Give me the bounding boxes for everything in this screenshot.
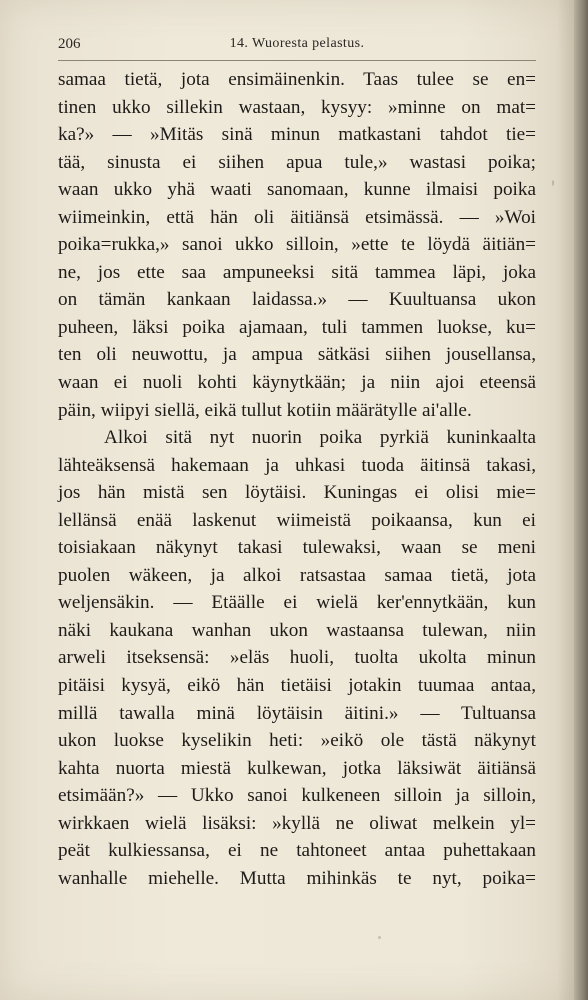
text-line: näki kaukana wanhan ukon wastaansa tulewan, niin — [58, 619, 536, 641]
text-line: millä tawalla minä löytäisin äitini.» — Tultuansa — [58, 702, 536, 724]
text-line: puheen, läksi poika ajamaan, tuli tammen luokse, ku= — [58, 316, 536, 338]
text-line: jos hän mistä sen löytäisi. Kuningas ei olisi mie= — [58, 482, 536, 504]
text-line: on tämän kankaan laidassa.» — Kuultuansa ukon — [58, 289, 536, 311]
text-line: ka?» — »Mitäs sinä minun matkastani tahdot tie= — [58, 124, 536, 146]
text-line: pitäisi kysyä, eikö hän tietäisi jotakin tuumaa antaa, — [58, 675, 536, 697]
text-line: wirkkaen wielä lisäksi: »kyllä ne oliwat melkein yl= — [58, 812, 536, 834]
text-line: ten oli neuwottu, ja ampua sätkäsi siihen jousellansa, — [58, 344, 536, 366]
text-line: ukon luokse kyselikin heti: »eikö ole tästä näkynyt — [58, 730, 536, 752]
page-header — [58, 36, 536, 60]
text-line: lellänsä enää laskenut wiimeistä poikaansa, kun ei — [58, 509, 536, 531]
text-line: toisiakaan näkynyt takasi tulewaksi, waan se meni — [58, 537, 536, 559]
running-head: 14. Wuoresta pelastus. — [229, 36, 365, 51]
text-line: puolen wäkeen, ja alkoi ratsastaa samaa tietä, jota — [58, 564, 536, 586]
text-line: wanhalle miehelle. Mutta mihinkäs te nyt, poika= — [58, 867, 536, 889]
text-line: weljensäkin. — Etäälle ei wielä ker'ennytkään, kun — [58, 592, 536, 614]
page-number: 206 — [58, 36, 81, 52]
text-line: samaa tietä, jota ensimäinenkin. Taas tulee se en= — [58, 69, 536, 90]
text-line: Alkoi sitä nyt nuorin poika pyrkiä kuninkaalta — [104, 427, 536, 449]
text-line: ne, jos ette saa ampuneeksi sitä tammea läpi, joka — [58, 261, 536, 283]
text-line: arweli itseksensä: »eläs huoli, tuolta ukolta minun — [58, 647, 536, 669]
header-rule — [58, 60, 536, 61]
text-line: waan ukko yhä waati sanomaan, kunne ilmaisi poika — [58, 179, 536, 201]
text-line: tää, sinusta ei siihen apua tule,» wastasi poika; — [58, 151, 536, 173]
body-text — [58, 66, 536, 892]
text-line: waan ei nuoli kohti käynytkään; ja niin ajoi eteensä — [58, 372, 536, 394]
text-line: päin, wiipyi siellä, eikä tullut kotiin määrätylle ai'alle. — [58, 399, 472, 421]
page-edge — [574, 0, 588, 1000]
text-line: wiimeinkin, että hän oli äitiänsä etsimässä. — »Woi — [58, 206, 536, 228]
text-line: lähteäksensä hakemaan ja uhkasi tuoda äitinsä takasi, — [58, 454, 536, 476]
paper-fleck — [378, 936, 381, 939]
text-line: peät kulkiessansa, ei ne tahtoneet antaa puhettakaan — [58, 840, 536, 862]
text-line: kahta nuorta miestä kulkewan, jotka läksiwät äitiänsä — [58, 757, 536, 779]
text-line: etsimään?» — Ukko sanoi kulkeneen silloin ja silloin, — [58, 785, 536, 807]
text-line: tinen ukko sillekin wastaan, kysyy: »minne on mat= — [58, 96, 536, 118]
text-line: poika=rukka,» sanoi ukko silloin, »ette te löydä äitiän= — [58, 234, 536, 256]
paper-fleck — [552, 180, 554, 186]
